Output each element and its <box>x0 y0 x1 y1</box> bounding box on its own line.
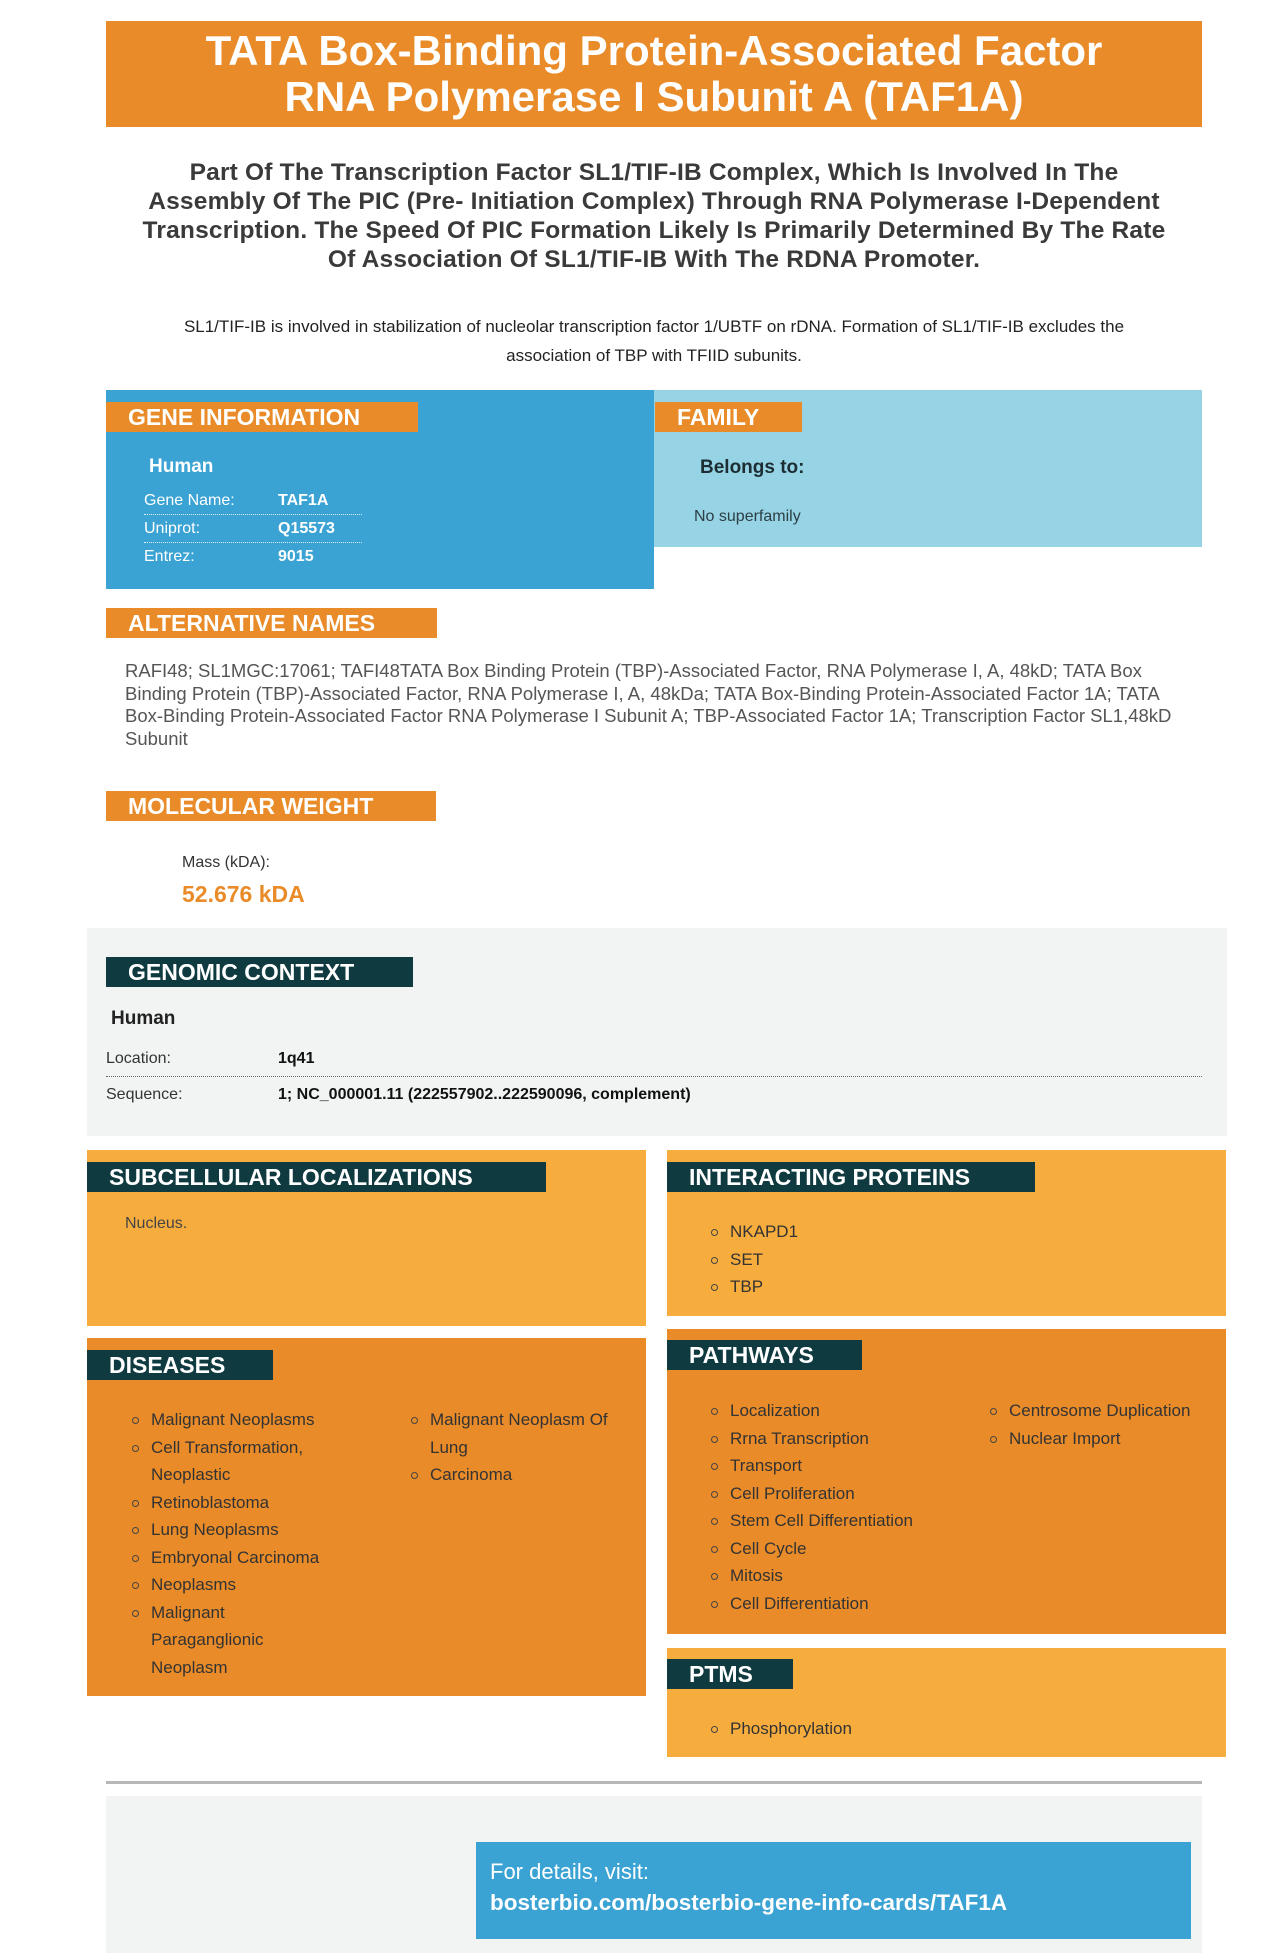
page-title-line1: TATA Box-Binding Protein-Associated Factor <box>205 27 1103 74</box>
list-item: Localization <box>708 1397 968 1425</box>
uniprot-value: Q15573 <box>278 520 335 537</box>
family-belongs-label: Belongs to: <box>700 457 805 478</box>
uniprot-row <box>144 515 362 543</box>
diseases-label: DISEASES <box>87 1350 273 1380</box>
list-item: Phosphorylation <box>708 1715 1008 1743</box>
list-item: Stem Cell Differentiation <box>708 1507 968 1535</box>
list-item: Centrosome Duplication <box>987 1397 1222 1425</box>
location-row <box>106 1044 1202 1077</box>
gene-name-key: Gene Name: <box>144 492 235 509</box>
location-label: Location: <box>106 1050 171 1067</box>
list-item: Retinoblastoma <box>129 1489 349 1517</box>
details-link-url[interactable]: bosterbio.com/bosterbio-gene-info-cards/TAF1A <box>490 1890 1008 1915</box>
summary-description: SL1/TIF-IB is involved in stabilization of nucleolar transcription factor 1/UBTF on rDNA. Formation of SL1/TIF-IB excludes the association of TBP with TFIID subunits. <box>183 317 1125 365</box>
gene-name-value: TAF1A <box>278 492 329 509</box>
genomic-species: Human <box>111 1008 176 1029</box>
entrez-row <box>144 543 362 570</box>
list-item: TBP <box>708 1273 1108 1301</box>
diseases-list-col1 <box>129 1406 349 1681</box>
gene-species: Human <box>149 456 214 477</box>
sequence-value: 1; NC_000001.11 (222557902..222590096, complement) <box>278 1086 691 1103</box>
list-item: Cell Differentiation <box>708 1590 968 1618</box>
entrez-key: Entrez: <box>144 548 195 565</box>
list-item: Nuclear Import <box>987 1425 1222 1453</box>
list-item: Malignant Neoplasm Of Lung <box>408 1406 628 1461</box>
list-item: Cell Proliferation <box>708 1480 968 1508</box>
list-item: SET <box>708 1246 1108 1274</box>
interacting-label: INTERACTING PROTEINS <box>667 1162 1035 1192</box>
ptms-list <box>708 1715 1008 1743</box>
entrez-value: 9015 <box>278 548 314 565</box>
interacting-list <box>708 1218 1108 1301</box>
list-item: Neoplasms <box>129 1571 349 1599</box>
details-link-line1: For details, visit: <box>490 1859 649 1884</box>
footer-divider <box>106 1781 1202 1784</box>
alternative-names-text: RAFI48; SL1MGC:17061; TAFI48TATA Box Binding Protein (TBP)-Associated Factor, RNA Polymerase I, A, 48kD; TATA Box Binding Protein (TBP)-Associated Factor, RNA Polymerase I, A, 48kDa; TATA Box-Binding Protein-Associated Factor 1A; TATA Box-Binding Protein-Associated Factor RNA Polymerase I Subunit A; TBP-Associated Factor 1A; Transcription Factor SL1,48kD Subunit <box>125 660 1172 749</box>
alternative-names-label: ALTERNATIVE NAMES <box>106 608 437 638</box>
pathways-label: PATHWAYS <box>667 1340 862 1370</box>
list-item: Cell Transformation, Neoplastic <box>129 1434 349 1489</box>
sequence-row <box>106 1080 1202 1110</box>
uniprot-key: Uniprot: <box>144 520 201 537</box>
mass-label: Mass (kDA): <box>182 854 270 871</box>
list-item: Cell Cycle <box>708 1535 968 1563</box>
location-value: 1q41 <box>278 1050 315 1067</box>
gene-information-label: GENE INFORMATION <box>106 402 418 432</box>
list-item: Transport <box>708 1452 968 1480</box>
family-value: No superfamily <box>694 508 801 525</box>
molecular-weight-label: MOLECULAR WEIGHT <box>106 791 436 821</box>
sequence-label: Sequence: <box>106 1086 183 1103</box>
mass-value: 52.676 kDA <box>182 881 305 907</box>
subcellular-text: Nucleus. <box>125 1215 188 1232</box>
list-item: Embryonal Carcinoma <box>129 1544 349 1572</box>
gene-name-row <box>144 487 362 515</box>
list-item: Carcinoma <box>408 1461 628 1489</box>
pathways-list-col1 <box>708 1397 968 1617</box>
list-item: Rrna Transcription <box>708 1425 968 1453</box>
gene-info-table <box>144 487 362 570</box>
details-link[interactable] <box>476 1842 1191 1939</box>
list-item: Malignant Paraganglionic Neoplasm <box>129 1599 291 1682</box>
list-item: Lung Neoplasms <box>129 1516 349 1544</box>
ptms-label: PTMS <box>667 1659 793 1689</box>
page-title-line2: RNA Polymerase I Subunit A (TAF1A) <box>284 73 1024 120</box>
pathways-list-col2 <box>987 1397 1222 1452</box>
diseases-list-col2 <box>408 1406 628 1489</box>
subcellular-label: SUBCELLULAR LOCALIZATIONS <box>87 1162 546 1192</box>
list-item: Malignant Neoplasms <box>129 1406 349 1434</box>
summary-heading: Part Of The Transcription Factor SL1/TIF-IB Complex, Which Is Involved In The Assembly Of The PIC (Pre- Initiation Complex) Through RNA Polymerase I-Dependent Transcription. The Speed Of PIC Formation Likely Is Primarily Determined By The Rate Of Association Of SL1/TIF-IB With The RDNA Promoter. <box>142 159 1166 273</box>
list-item: NKAPD1 <box>708 1218 1108 1246</box>
genomic-context-label: GENOMIC CONTEXT <box>106 957 413 987</box>
title-banner <box>106 21 1202 127</box>
list-item: Mitosis <box>708 1562 968 1590</box>
family-label: FAMILY <box>655 402 802 432</box>
